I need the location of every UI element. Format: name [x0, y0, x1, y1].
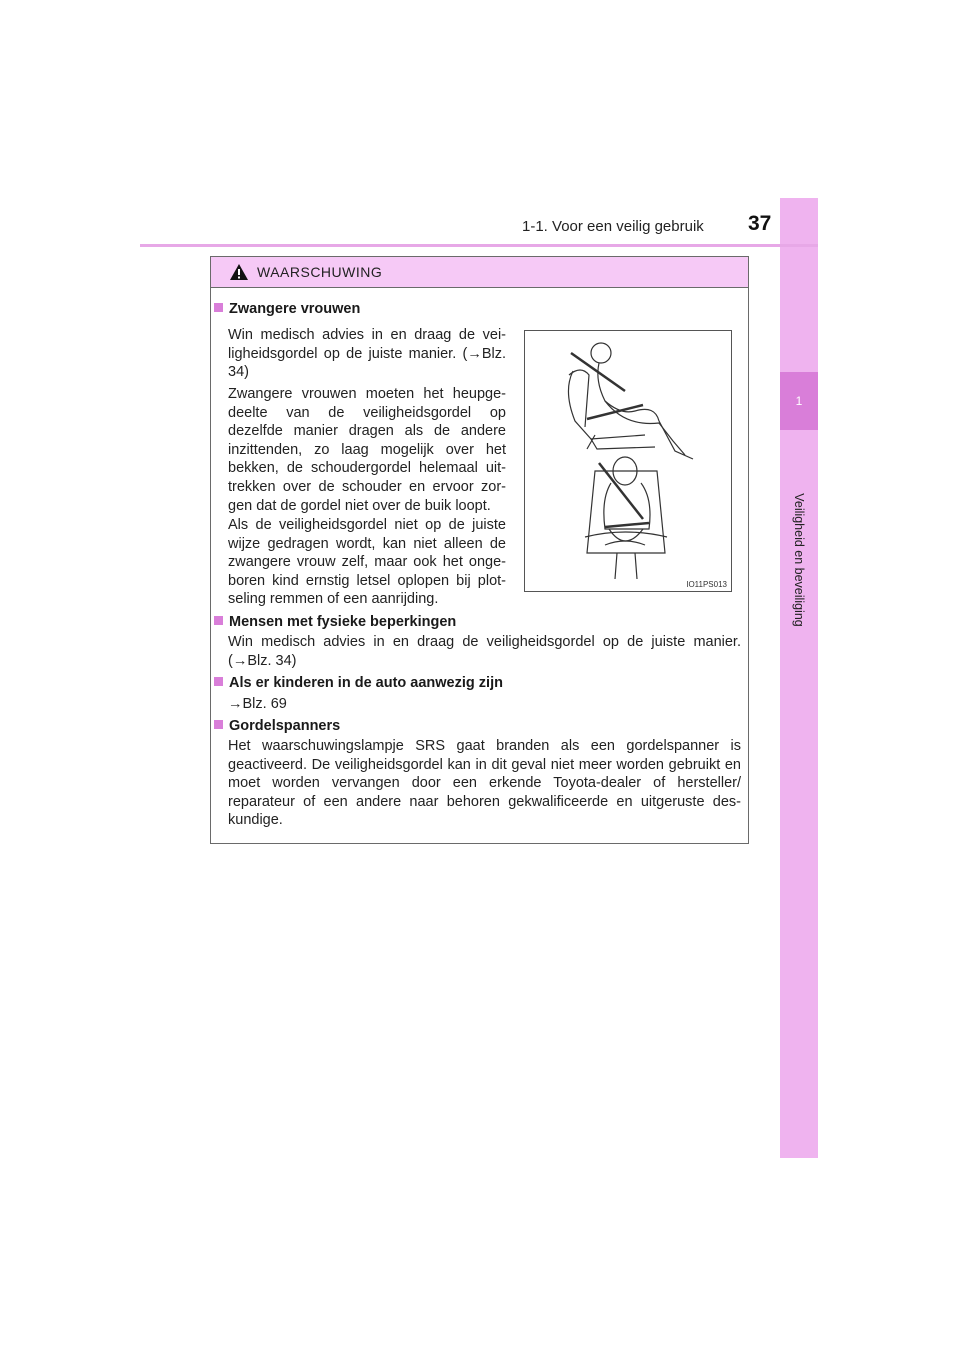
bullet-square	[214, 303, 223, 312]
bullet-square	[214, 720, 223, 729]
heading-zwangere-vrouwen: Zwangere vrouwen	[214, 301, 360, 317]
paragraph: Zwangere vrouwen moeten het heupge-deelte van de veiligheidsgordel op dezelfde manier dragen als de andere inzittenden, zo laag mogelijk over het bekken, de schoudergordel helemaal uit-trekken over de schouder en ervoor zor-gen dat de gordel niet over de buik loopt.	[228, 386, 506, 514]
paragraph: Het waarschuwingslampje SRS gaat branden als een gordelspanner is geactiveerd. De veiligheidsgordel kan in dit geval niet meer worden gebruikt en moet worden vervangen door een erkende Toyota-dealer of hersteller/ reparateur of een andere naar behoren gekwalificeerde en uitgeruste des-kundige.	[228, 738, 741, 829]
bullet-square	[214, 677, 223, 686]
heading-kinderen-in-auto: Als er kinderen in de auto aanwezig zijn	[214, 675, 503, 691]
heading-gordelspanners: Gordelspanners	[214, 718, 340, 734]
heading-mensen-fysieke-beperkingen: Mensen met fysieke beperkingen	[214, 614, 456, 630]
chapter-side-tab	[780, 198, 818, 1158]
paragraph: Win medisch advies in en draag de veiligheidsgordel op de juiste manier. (→Blz. 34)	[228, 634, 741, 669]
figure-code: IO11PS013	[686, 580, 727, 589]
page-number: 37	[748, 212, 772, 235]
bullet-square	[214, 616, 223, 625]
paragraph: Win medisch advies in en draag de vei-ligheidsgordel op de juiste manier. (→Blz. 34)	[228, 327, 506, 381]
chapter-number: 1	[780, 372, 818, 430]
pregnant-woman-seatbelt-illustration	[525, 331, 731, 591]
warning-title: WAARSCHUWING	[257, 264, 383, 280]
paragraph: Als de veiligheidsgordel niet op de juiste wijze gedragen wordt, kan niet alleen de zwangere vrouw zelf, maar ook het onge-boren kind ernstig letsel oplopen bij plot-seling remmen of een aanrijding.	[228, 517, 506, 608]
seatbelt-illustration	[524, 330, 732, 592]
warning-triangle-icon	[229, 263, 249, 281]
page-reference: →Blz. 69	[228, 696, 287, 712]
header-rule	[140, 244, 818, 247]
chapter-label: Veiligheid en beveiliging	[792, 493, 806, 627]
warning-header	[211, 257, 748, 288]
section-title: 1-1. Voor een veilig gebruik	[522, 218, 704, 235]
